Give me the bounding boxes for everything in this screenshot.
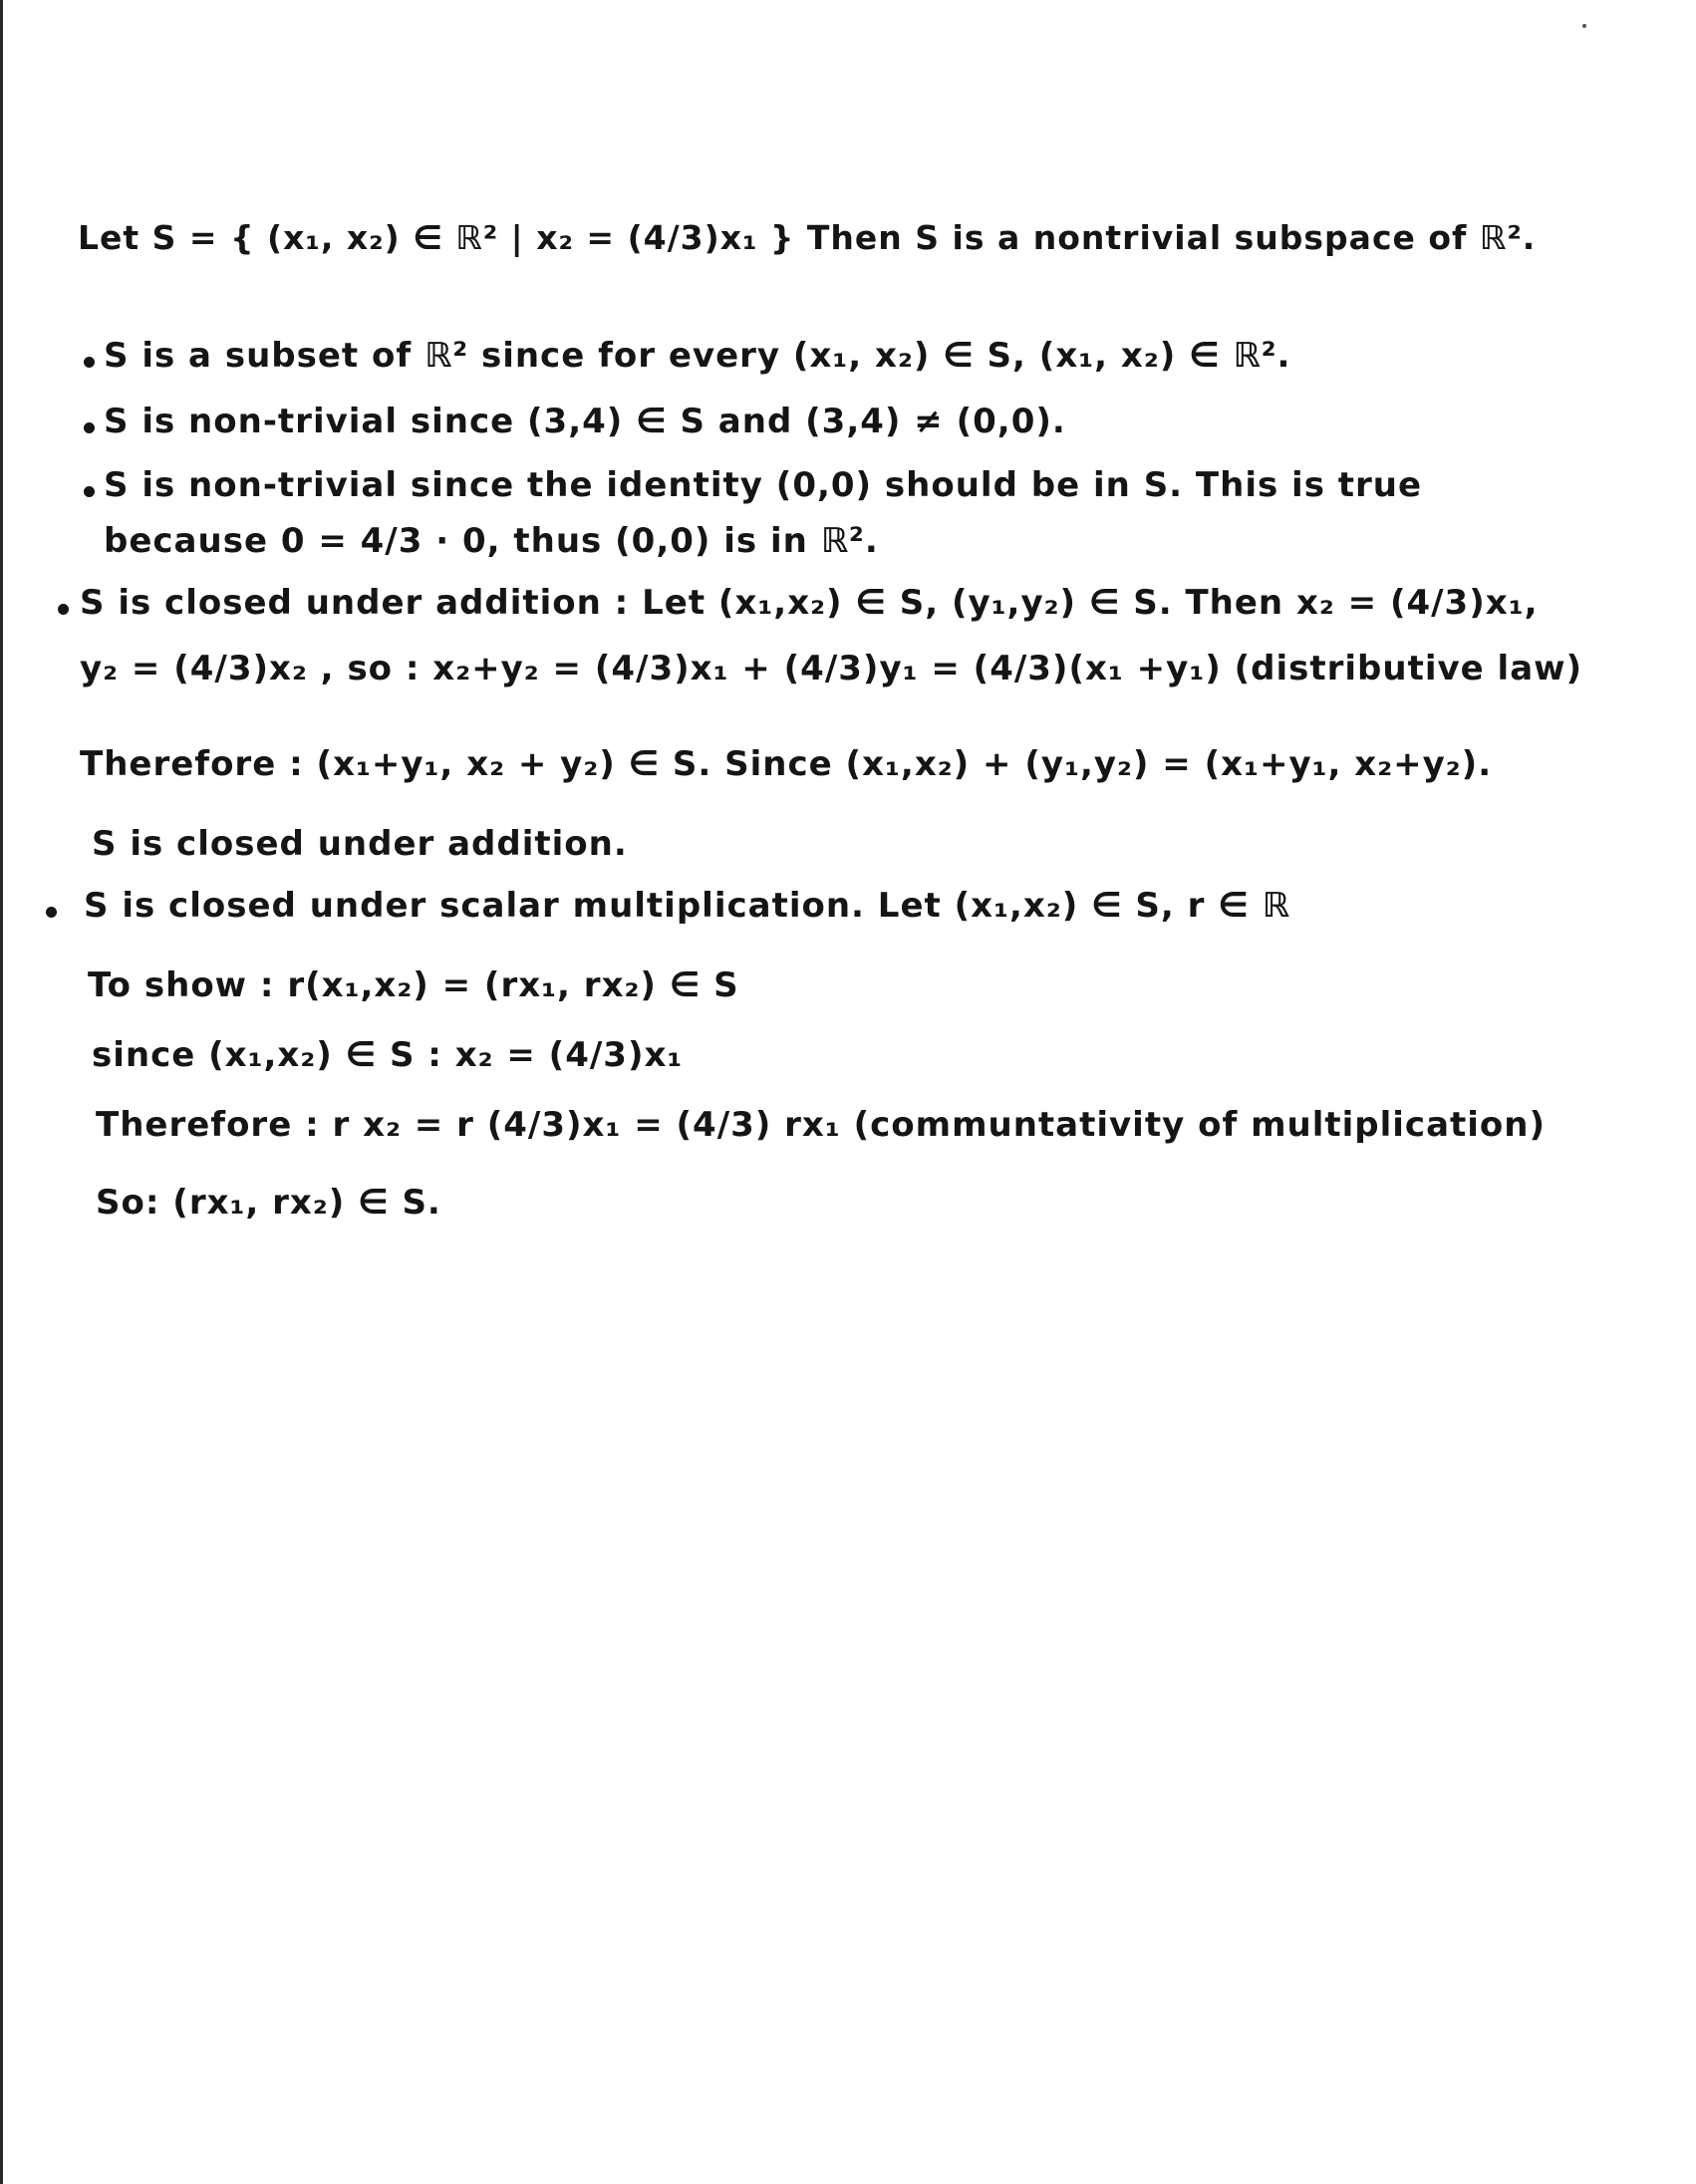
identity-line-continued: because 0 = 4/3 · 0, thus (0,0) is in ℝ². xyxy=(104,521,879,561)
scalar-since: since (x₁,x₂) ∈ S : x₂ = (4/3)x₁ xyxy=(92,1035,684,1075)
addition-line: S is closed under addition : Let (x₁,x₂) ∈ S, (y₁,y₂) ∈ S. Then x₂ = (4/3)x₁, xyxy=(80,583,1539,623)
scalar-therefore: Therefore : r x₂ = r (4/3)x₁ = (4/3) rx₁ (communtativity of multiplication) xyxy=(96,1105,1547,1145)
bullet-dot xyxy=(58,604,69,615)
addition-line-3: Therefore : (x₁+y₁, x₂ + y₂) ∈ S. Since (x₁,x₂) + (y₁,y₂) = (x₁+y₁, x₂+y₂). xyxy=(80,744,1493,784)
scalar-line: S is closed under scalar multiplication. Let (x₁,x₂) ∈ S, r ∈ ℝ xyxy=(84,886,1290,926)
bullet-dot xyxy=(84,357,95,368)
bullet-dot xyxy=(84,422,95,433)
scalar-conclusion: So: (rx₁, rx₂) ∈ S. xyxy=(96,1183,441,1223)
bullet-dot xyxy=(84,486,95,497)
scalar-to-show: To show : r(x₁,x₂) = (rx₁, rx₂) ∈ S xyxy=(88,965,739,1005)
statement-line: Let S = { (x₁, x₂) ∈ ℝ² | x₂ = (4/3)x₁ } Then S is a nontrivial subspace of ℝ². xyxy=(78,218,1537,257)
bullet-dot xyxy=(46,907,57,918)
addition-line-2: y₂ = (4/3)x₂ , so : x₂+y₂ = (4/3)x₁ + (4/3)y₁ = (4/3)(x₁ +y₁) (distributive law) xyxy=(80,649,1583,688)
scan-speck xyxy=(1582,24,1586,28)
subset-line: S is a subset of ℝ² since for every (x₁, x₂) ∈ S, (x₁, x₂) ∈ ℝ². xyxy=(104,336,1291,376)
scan-edge xyxy=(0,0,3,2184)
nontrivial-line: S is non-trivial since (3,4) ∈ S and (3,4) ≠ (0,0). xyxy=(104,402,1066,441)
addition-conclusion: S is closed under addition. xyxy=(92,824,628,864)
identity-line: S is non-trivial since the identity (0,0) should be in S. This is true xyxy=(104,465,1423,505)
